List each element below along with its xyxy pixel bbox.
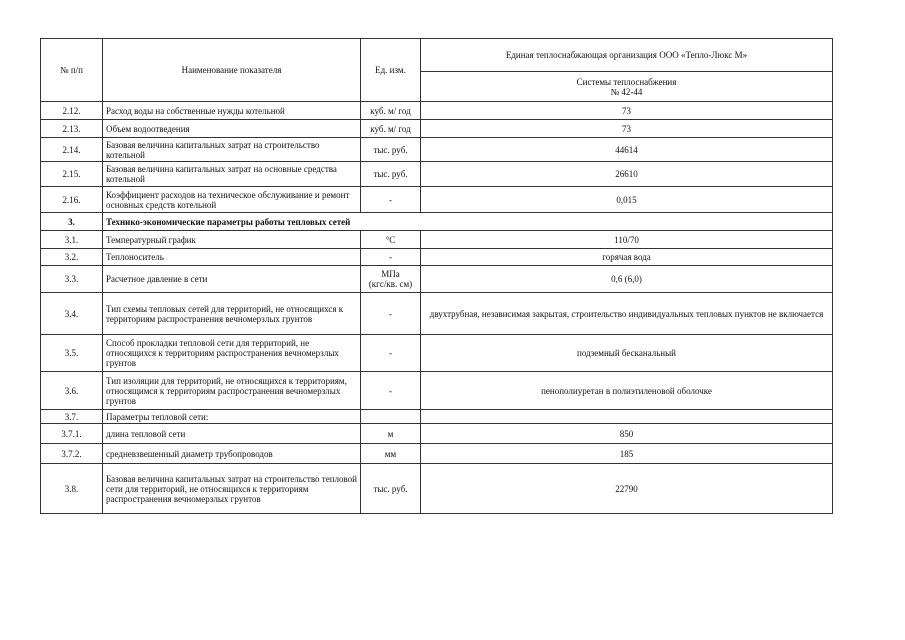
- section-num: 3.: [41, 213, 103, 231]
- row-unit: мм: [361, 444, 421, 464]
- table-row: [41, 187, 833, 213]
- table-row: [41, 335, 833, 372]
- table-row: [41, 372, 833, 410]
- row-num: 3.6.: [41, 372, 103, 410]
- table-row: [41, 249, 833, 266]
- row-num: 3.3.: [41, 266, 103, 293]
- header-system: [421, 72, 833, 102]
- row-unit: -: [361, 335, 421, 372]
- row-num: 2.16.: [41, 187, 103, 213]
- row-unit: куб. м/ год: [361, 102, 421, 120]
- table-row: [41, 293, 833, 335]
- indicators-table: [40, 38, 833, 514]
- row-num: 3.8.: [41, 464, 103, 514]
- row-unit: куб. м/ год: [361, 120, 421, 138]
- row-num: 3.5.: [41, 335, 103, 372]
- row-unit: тыс. руб.: [361, 138, 421, 162]
- row-name: Параметры тепловой сети:: [103, 410, 361, 424]
- row-value: 110/70: [421, 231, 833, 249]
- row-unit-line1: МПа: [381, 269, 400, 279]
- row-value: пенополиуретан в полиэтиленовой оболочке: [421, 372, 833, 410]
- row-num: 3.2.: [41, 249, 103, 266]
- table-row: [41, 464, 833, 514]
- row-unit: м: [361, 424, 421, 444]
- row-num: 3.4.: [41, 293, 103, 335]
- row-name: Базовая величина капитальных затрат на строительство тепловой сети для территорий, не относящихся к территориям распространения вечномерзлых грунтов: [103, 464, 361, 514]
- row-name: Базовая величина капитальных затрат на строительство котельной: [103, 138, 361, 162]
- row-num: 2.13.: [41, 120, 103, 138]
- row-value: горячая вода: [421, 249, 833, 266]
- table-row: [41, 410, 833, 424]
- row-value: 0,6 (6,0): [421, 266, 833, 293]
- row-value: 26610: [421, 162, 833, 187]
- table-row: [41, 266, 833, 293]
- table-row: [41, 102, 833, 120]
- row-num: 3.7.: [41, 410, 103, 424]
- row-unit: -: [361, 187, 421, 213]
- row-name: Расчетное давление в сети: [103, 266, 361, 293]
- row-name: Коэффициент расходов на техническое обслуживание и ремонт основных средств котельной: [103, 187, 361, 213]
- header-system-line2: № 42-44: [610, 86, 643, 97]
- row-name: длина тепловой сети: [103, 424, 361, 444]
- row-unit: тыс. руб.: [361, 162, 421, 187]
- row-value: подземный бесканальный: [421, 335, 833, 372]
- header-name: Наименование показателя: [103, 39, 361, 102]
- row-name: средневзвешенный диаметр трубопроводов: [103, 444, 361, 464]
- row-unit: °С: [361, 231, 421, 249]
- row-value: 185: [421, 444, 833, 464]
- row-name: Объем водоотведения: [103, 120, 361, 138]
- row-unit: тыс. руб.: [361, 464, 421, 514]
- row-value: 73: [421, 102, 833, 120]
- row-value: 0,015: [421, 187, 833, 213]
- row-unit: -: [361, 249, 421, 266]
- row-name: Теплоноситель: [103, 249, 361, 266]
- row-name: Базовая величина капитальных затрат на основные средства котельной: [103, 162, 361, 187]
- header-num: № п/п: [41, 39, 103, 102]
- row-unit: [361, 266, 421, 293]
- section-row: [41, 213, 833, 231]
- table-row: [41, 120, 833, 138]
- table-row: [41, 138, 833, 162]
- row-name: Расход воды на собственные нужды котельной: [103, 102, 361, 120]
- row-name: Тип изоляции для территорий, не относящихся к территориям, относящимся к территориям распространения вечномерзлых грунтов: [103, 372, 361, 410]
- row-name: Тип схемы тепловых сетей для территорий, не относящихся к территориям распространения вечномерзлых грунтов: [103, 293, 361, 335]
- row-num: 2.12.: [41, 102, 103, 120]
- table-row: [41, 162, 833, 187]
- table-header-row: [41, 39, 833, 72]
- row-unit: -: [361, 372, 421, 410]
- header-org: Единая теплоснабжающая организация ООО «Тепло-Люкс М»: [421, 39, 833, 72]
- row-unit-line2: (кгс/кв. см): [368, 279, 413, 289]
- header-unit: Ед. изм.: [361, 39, 421, 102]
- row-value: двухтрубная, независимая закрытая, строительство индивидуальных тепловых пунктов не включается: [421, 293, 833, 335]
- table-row: [41, 424, 833, 444]
- row-num: 2.15.: [41, 162, 103, 187]
- row-name: Способ прокладки тепловой сети для территорий, не относящихся к территориям распространения вечномерзлых грунтов: [103, 335, 361, 372]
- row-num: 3.7.2.: [41, 444, 103, 464]
- row-num: 3.7.1.: [41, 424, 103, 444]
- row-num: 2.14.: [41, 138, 103, 162]
- table-row: [41, 231, 833, 249]
- row-unit: [361, 410, 421, 424]
- document-table-container: [40, 38, 832, 514]
- table-row: [41, 444, 833, 464]
- row-value: 850: [421, 424, 833, 444]
- row-num: 3.1.: [41, 231, 103, 249]
- row-value: 73: [421, 120, 833, 138]
- row-name: Температурный график: [103, 231, 361, 249]
- row-value: [421, 410, 833, 424]
- row-value: 22790: [421, 464, 833, 514]
- section-title: Технико-экономические параметры работы тепловых сетей: [103, 213, 833, 231]
- header-system-line1: Системы теплоснабжения: [576, 76, 677, 87]
- row-value: 44614: [421, 138, 833, 162]
- row-unit: -: [361, 293, 421, 335]
